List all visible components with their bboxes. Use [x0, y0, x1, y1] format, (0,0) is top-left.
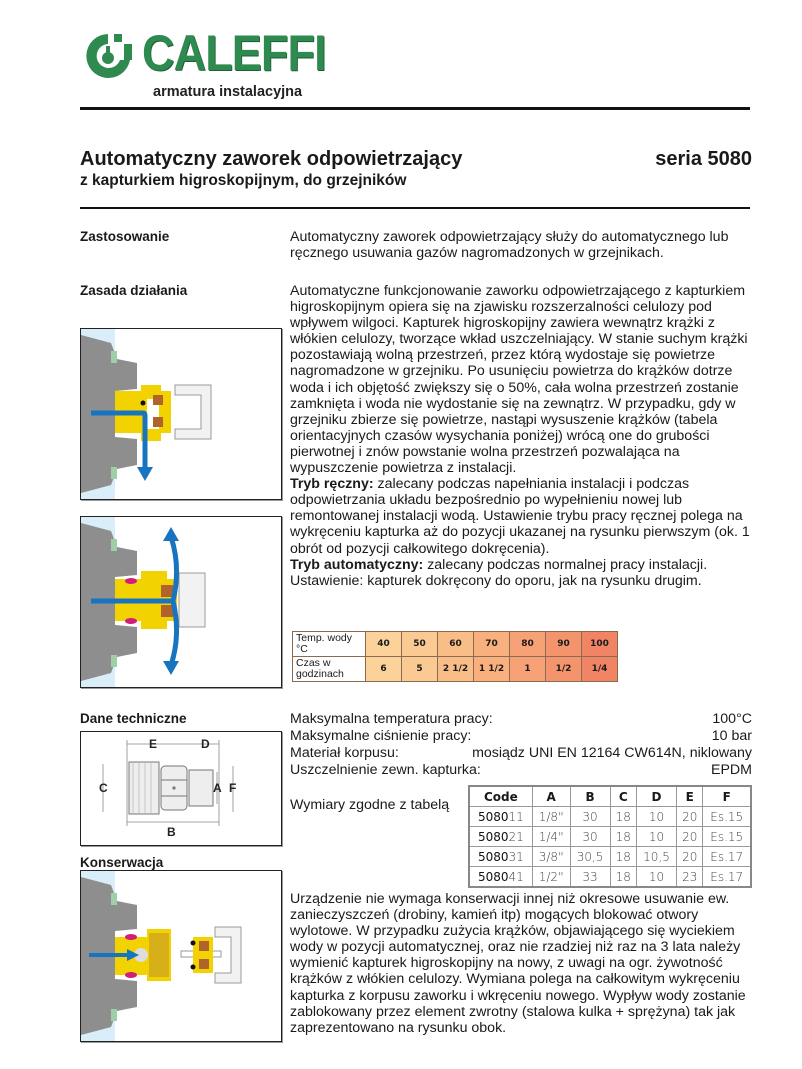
code-cell: 508011 — [469, 807, 532, 827]
table-row-temperature — [293, 632, 618, 657]
dim-a: 1/8" — [532, 807, 570, 827]
code-cell: 508021 — [469, 827, 532, 847]
dim-f: Es.15 — [703, 807, 751, 827]
hours-cell: 1 1/2 — [474, 657, 510, 682]
manual-mode-label: Tryb ręczny: — [290, 476, 374, 493]
dims-header-row — [469, 786, 751, 807]
dim-a: 1/4" — [532, 827, 570, 847]
table-row-hours — [293, 657, 618, 682]
series-label: seria 5080 — [655, 148, 752, 170]
dim-a: 1/2" — [532, 867, 570, 888]
dim-c: 18 — [610, 807, 636, 827]
spec-row — [290, 762, 752, 779]
section-label-maintenance: Konserwacja — [80, 855, 164, 870]
principle-block — [290, 283, 760, 589]
dims-header: A — [532, 786, 570, 807]
spec-row — [290, 745, 752, 762]
dims-header: F — [703, 786, 751, 807]
hours-cell: 1/4 — [582, 657, 618, 682]
manual-mode-illustration — [80, 328, 282, 500]
application-text: Automatyczny zaworek odpowietrzający służy do automatycznego lub ręcznego usuwania gazów nagromadzonych w grzejnikach. — [290, 229, 729, 262]
dim-f: Es.17 — [703, 867, 751, 888]
drying-time-table — [292, 631, 618, 682]
dim-b: 33 — [570, 867, 610, 888]
temp-cell: 40 — [366, 632, 402, 657]
section-label-principle: Zasada działania — [80, 283, 188, 298]
manual-mode-text: zalecany podczas napełniania instalacji i podczas odpowietrzania układu bezpośrednio po wypełnieniu nowej lub remontowanej instalacji wodą. Ustawienie trybu pracy ręcznej polega na wykręceniu kapturka aż do pozycji ukazanej na rysunku pierwszym (ok. 1 obrót od pozycji całkowitego dokręcenia). — [290, 476, 750, 557]
spec-row — [290, 728, 752, 745]
hours-cell: 1 — [510, 657, 546, 682]
dim-label-f: F — [229, 781, 237, 795]
dims-header: B — [570, 786, 610, 807]
auto-mode-paragraph — [290, 557, 760, 573]
dim-d: 10 — [637, 867, 677, 888]
dim-c: 18 — [610, 827, 636, 847]
dims-header: C — [610, 786, 636, 807]
dim-d: 10 — [637, 807, 677, 827]
hours-cell: 5 — [402, 657, 438, 682]
setting-text: Ustawienie: kapturek dokręcony do oporu, jak na rysunku drugim. — [290, 572, 702, 589]
brand-name: CALEFFI — [142, 25, 326, 81]
spec-value: 100°C — [712, 711, 752, 727]
table-row — [469, 827, 751, 847]
caleffi-logo-icon — [82, 30, 140, 82]
auto-mode-text: zalecany podczas normalnej pracy instalacji. — [423, 556, 708, 573]
temp-cell: 80 — [510, 632, 546, 657]
dim-d: 10,5 — [637, 847, 677, 867]
dims-header: D — [637, 786, 677, 807]
dim-e: 20 — [677, 827, 703, 847]
section-label-application: Zastosowanie — [80, 229, 170, 244]
maintenance-text: Urządzenie nie wymaga konserwacji innej niż okresowe usuwanie ew. zanieczyszczeń (drobiny, kamień itp) mogących blokować otwory wylotowe. W przypadku zużycia krążków, objawiającego się wyciekiem wody w pozycji automatycznej, oraz nie rzadziej niż raz na 3 lata należy wymienić kapturek higroskopijny na nowy, z uwagi na ogr. żywotność krążków z włókien celulozy. Wymiana polega na całkowitym wykręceniu kapturka z korpusu zaworku i wkręceniu nowego. Wypływ wody zostanie zablokowany przez element zwrotny (stalowa kulka + sprężyna) tak jak zaprezentowano na rysunku obok. — [290, 891, 746, 1036]
dim-f: Es.15 — [703, 827, 751, 847]
temp-cell: 70 — [474, 632, 510, 657]
section-label-technical: Dane techniczne — [80, 711, 187, 726]
dims-header: Code — [469, 786, 532, 807]
dim-e: 20 — [677, 847, 703, 867]
temp-cell: 90 — [546, 632, 582, 657]
principle-text: Automatyczne funkcjonowanie zaworku odpowietrzającego z kapturkiem higroskopijnym opiera się na zjawisku rozszerzalności celulozy pod wpływem wilgoci. Kapturek higroskopijny zawiera wewnątrz krążki z włókien celulozy, tworzące wkład uszczelniający. W stanie suchym krążki pozostawiają wolną przestrzeń, przez którą wydostaje się powietrze nagromadzone w grzejniku. Po usunięciu powietrza do krążków dotrze woda i ich objętość zwiększy się o 50%, cała wolna przestrzeń zostanie zamknięta i woda nie wydostanie się na zewnątrz. W przypadku, gdy w grzejniku zbierze się powietrze, nastąpi wysuszenie krążków (tabela orientacyjnych czasów wysychania poniżej) wrócą one do grubości pierwotnej i znów powstanie wolna przestrzeń pozwalająca na wypuszczenie powietrza z instalacji. — [290, 283, 748, 477]
dim-e: 20 — [677, 807, 703, 827]
spec-value: 10 bar — [711, 728, 752, 744]
header-divider — [80, 107, 750, 110]
dim-c: 18 — [610, 867, 636, 888]
page-subtitle: z kapturkiem higroskopijnym, do grzejników — [80, 172, 407, 189]
spec-value: EPDM — [711, 762, 752, 778]
dimensions-label: Wymiary zgodne z tabelą — [290, 797, 450, 813]
dim-b: 30 — [570, 827, 610, 847]
dim-e: 23 — [677, 867, 703, 888]
spec-key: Materiał korpusu: — [290, 745, 399, 761]
spec-key: Maksymalna temperatura pracy: — [290, 711, 493, 727]
brand-tagline: armatura instalacyjna — [153, 84, 303, 100]
spec-key: Maksymalne ciśnienie pracy: — [290, 728, 472, 744]
spec-key: Uszczelnienie zewn. kapturka: — [290, 762, 481, 778]
code-cell: 508041 — [469, 867, 532, 888]
row-label-hours: Czas w godzinach — [293, 657, 366, 682]
code-cell: 508031 — [469, 847, 532, 867]
table-row — [469, 867, 751, 888]
dim-b: 30,5 — [570, 847, 610, 867]
table-row — [469, 847, 751, 867]
dim-label-d: D — [201, 737, 210, 751]
hours-cell: 6 — [366, 657, 402, 682]
spec-value: mosiądz UNI EN 12164 CW614N, niklowany — [472, 745, 752, 761]
dim-label-a: A — [213, 781, 222, 795]
page-title: Automatyczny zaworek odpowietrzający — [80, 148, 463, 170]
dim-d: 10 — [637, 827, 677, 847]
dim-c: 18 — [610, 847, 636, 867]
dimensions-table — [468, 785, 752, 888]
temp-cell: 100 — [582, 632, 618, 657]
dim-a: 3/8" — [532, 847, 570, 867]
dim-b: 30 — [570, 807, 610, 827]
hours-cell: 1/2 — [546, 657, 582, 682]
table-row — [469, 807, 751, 827]
manual-mode-paragraph — [290, 476, 760, 556]
temp-cell: 60 — [438, 632, 474, 657]
dim-f: Es.17 — [703, 847, 751, 867]
auto-mode-label: Tryb automatyczny: — [290, 556, 424, 573]
dims-header: E — [677, 786, 703, 807]
dim-label-c: C — [99, 781, 108, 795]
dim-label-e: E — [149, 737, 158, 751]
hours-cell: 2 1/2 — [438, 657, 474, 682]
spec-row — [290, 711, 752, 728]
maintenance-illustration — [80, 870, 282, 1042]
temp-cell: 50 — [402, 632, 438, 657]
dimensions-diagram — [80, 731, 282, 846]
row-label-temperature: Temp. wody °C — [293, 632, 366, 657]
title-divider — [80, 207, 750, 209]
dim-label-b: B — [167, 825, 176, 839]
auto-mode-illustration — [80, 516, 282, 688]
